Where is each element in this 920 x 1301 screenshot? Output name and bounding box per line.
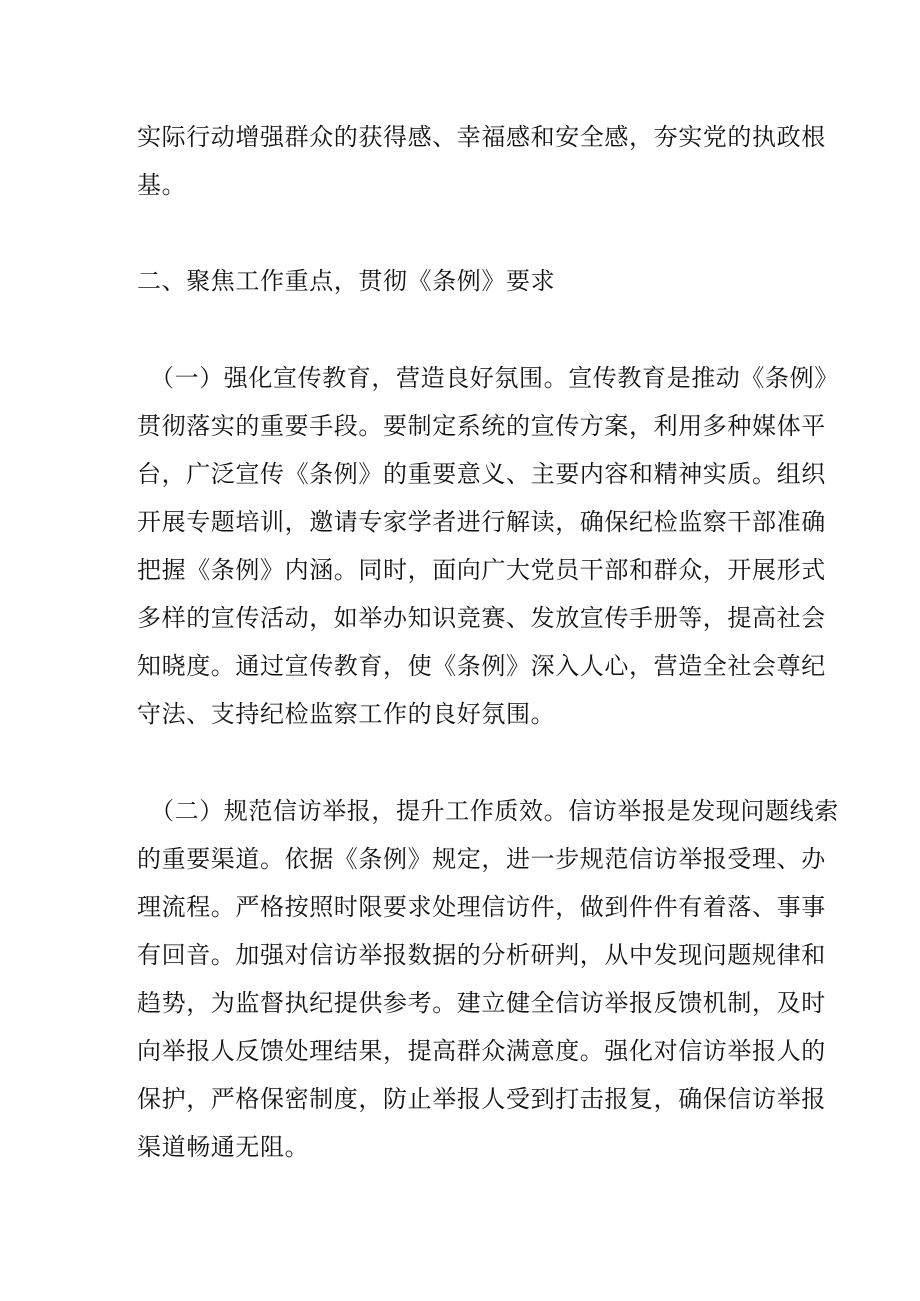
paragraph-2-line-7: 保护，严格保密制度，防止举报人受到打击报复，确保信访举报	[137, 1085, 826, 1113]
paragraph-2-line-6: 向举报人反馈处理结果，提高群众满意度。强化对信访举报人的	[137, 1037, 826, 1065]
paragraph-intro-line-2: 基。	[137, 171, 187, 199]
paragraph-1-line-8: 守法、支持纪检监察工作的良好氛围。	[137, 700, 556, 728]
paragraph-1-line-2: 贯彻落实的重要手段。要制定系统的宣传方案，利用多种媒体平	[137, 412, 826, 440]
paragraph-1-line-6: 多样的宣传活动，如举办知识竞赛、发放宣传手册等，提高社会	[137, 604, 826, 632]
paragraph-2-line-2: 的重要渠道。依据《条例》规定，进一步规范信访举报受理、办	[137, 845, 826, 873]
paragraph-1-line-1: （一）强化宣传教育，营造良好氛围。宣传教育是推动《条例》	[150, 364, 839, 392]
paragraph-2-line-3: 理流程。严格按照时限要求处理信访件，做到件件有着落、事事	[137, 893, 826, 921]
paragraph-1-line-3: 台，广泛宣传《条例》的重要意义、主要内容和精神实质。组织	[137, 460, 826, 488]
paragraph-2-line-5: 趋势，为监督执纪提供参考。建立健全信访举报反馈机制，及时	[137, 989, 826, 1017]
paragraph-2-line-8: 渠道畅通无阻。	[137, 1133, 310, 1161]
paragraph-2-line-4: 有回音。加强对信访举报数据的分析研判，从中发现问题规律和	[137, 941, 826, 969]
paragraph-intro-line-1: 实际行动增强群众的获得感、幸福感和安全感，夯实党的执政根	[137, 123, 826, 151]
paragraph-1-line-7: 知晓度。通过宣传教育，使《条例》深入人心，营造全社会尊纪	[137, 652, 826, 680]
paragraph-2-line-1: （二）规范信访举报，提升工作质效。信访举报是发现问题线索	[150, 797, 839, 825]
section-heading-2: 二、聚焦工作重点，贯彻《条例》要求	[137, 267, 556, 295]
paragraph-1-line-5: 把握《条例》内涵。同时，面向广大党员干部和群众，开展形式	[137, 556, 826, 584]
paragraph-1-line-4: 开展专题培训，邀请专家学者进行解读，确保纪检监察干部准确	[137, 508, 826, 536]
